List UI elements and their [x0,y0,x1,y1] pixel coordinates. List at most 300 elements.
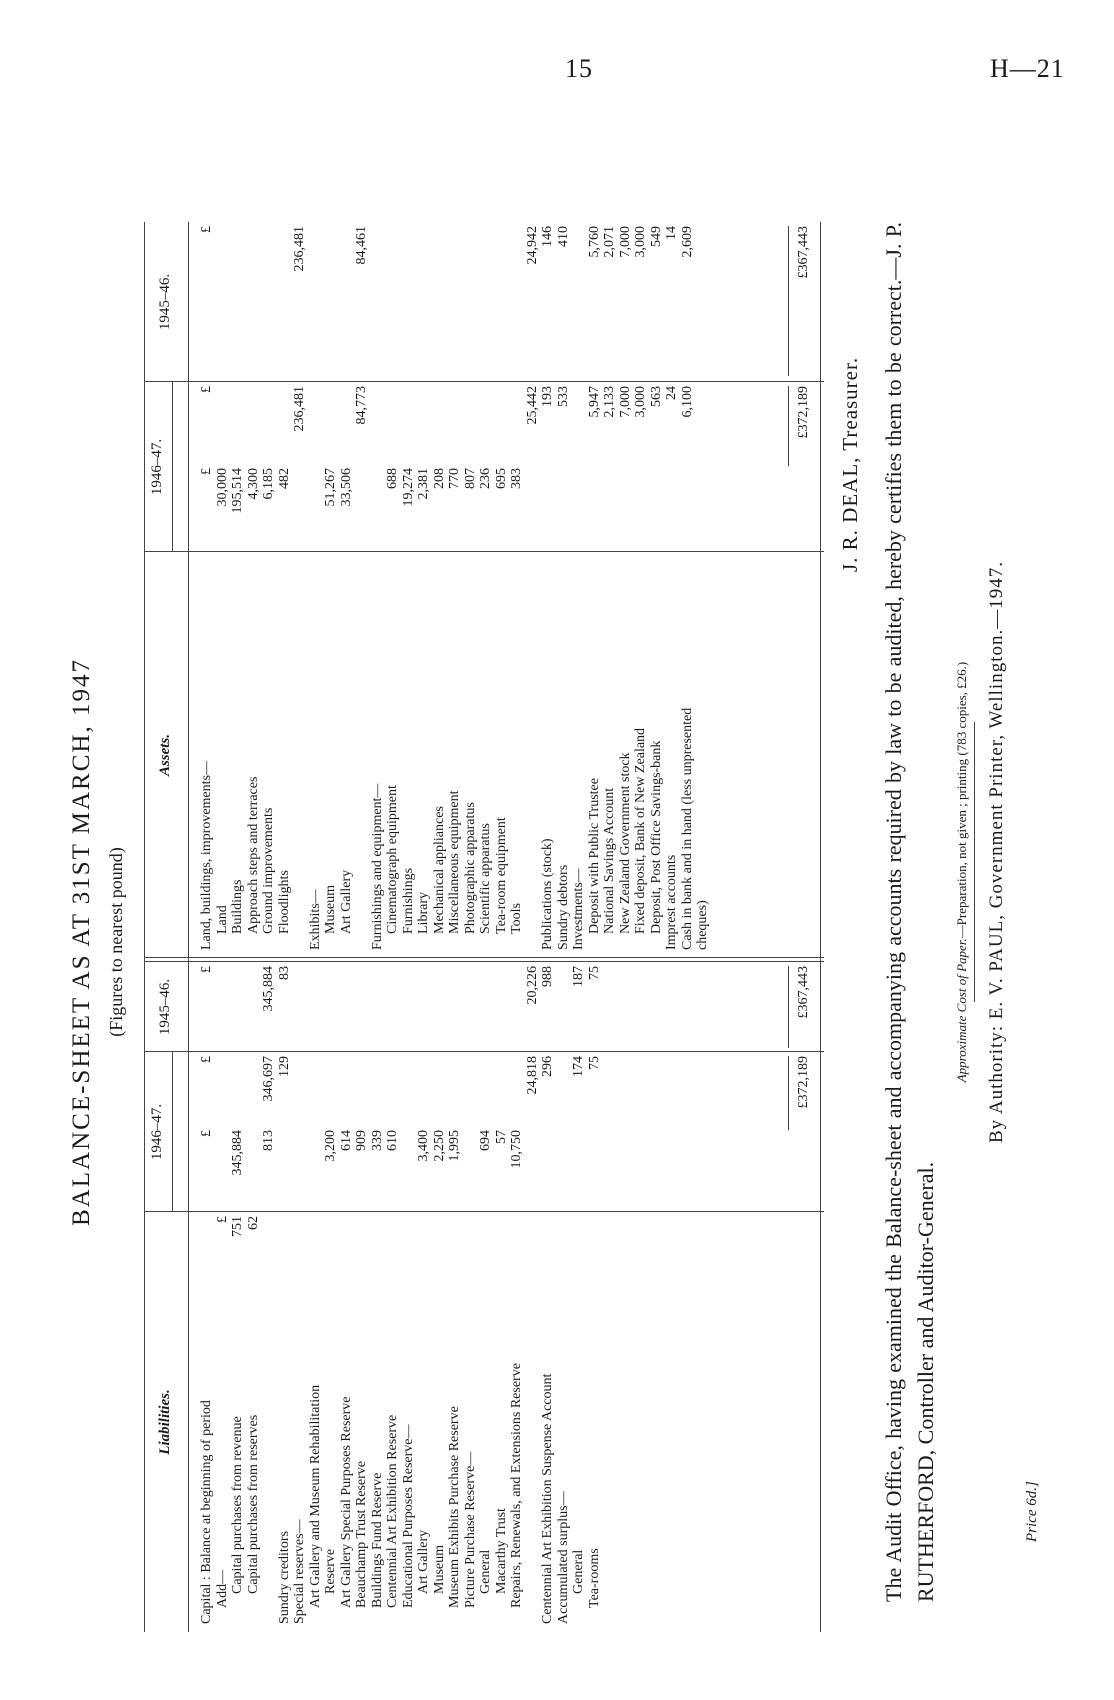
assets-1945-46-header: 1945–46. [157,273,173,331]
asset-row-value [401,386,417,466]
asset-row-value: 533 [555,386,571,407]
liability-row-value [556,1130,572,1208]
asset-row-label: Furnishings [400,867,416,934]
liability-row-value: 610 [385,1130,400,1151]
asset-row-value [494,226,510,376]
asset-row-value [463,386,479,466]
asset-row-value [587,468,603,548]
sheet-title: BALANCE-SHEET AS AT 31ST MARCH, 1947 [68,658,95,1226]
asset-row-label: Photographic apparatus [462,802,478,934]
liability-row-value [401,1216,417,1286]
liability-row-value: £ [214,1216,230,1223]
liability-row-value: 174 [571,1056,586,1077]
liability-row-value [540,1216,556,1286]
liability-row-value [525,1216,541,1286]
liability-row-value [385,1056,401,1130]
asset-row-value: 195,514 [230,468,245,514]
asset-row-value [416,226,432,376]
liability-row-label: Centennial Art Exhibition Suspense Account [540,1373,555,1624]
liability-row-label: Capital purchases from reserves [245,1414,261,1594]
liability-row-value: 10,750 [509,1130,524,1169]
liability-row-label: General [571,1549,586,1594]
asset-row-value: 688 [385,468,400,489]
asset-row-value [261,226,277,376]
asset-row-label: Approach steps and terraces [245,776,261,934]
liability-row-value: 75 [586,966,602,980]
balance-sheet-table [144,222,824,1632]
asset-row-value [540,468,556,548]
asset-row-label: Sundry debtors [555,864,571,950]
asset-row-value [370,226,386,376]
liability-row-value [571,1216,587,1286]
asset-row-value: 146 [540,226,555,247]
liability-row-value [463,1216,479,1286]
liability-row-value: £ [199,1056,214,1063]
col-divider [144,1211,824,1212]
asset-row-label: Land [214,905,230,934]
liability-row-value [308,1216,324,1286]
liability-row-label: Beauchamp Trust Reserve [354,1461,369,1608]
liability-row-value [246,966,262,1048]
liability-row-value [246,1056,262,1130]
asset-row-value: 30,000 [214,468,230,507]
liability-row-value [370,1056,386,1130]
asset-row-label: Tools [509,903,524,934]
asset-row-value: 3,000 [633,386,648,418]
liability-row-value: 83 [276,966,292,980]
liability-row-value [199,1216,215,1286]
liability-row-value: 345,884 [230,1130,245,1176]
asset-row-value [509,386,525,466]
asset-row-value [246,226,262,376]
liability-row-label: Accumulated surplus— [555,1491,571,1624]
liability-row-value [587,1130,603,1208]
asset-row-value: 2,381 [416,468,431,500]
asset-row-value [664,468,680,548]
asset-row-value: 5,760 [586,226,602,258]
liability-row-label: Macarthy Trust [493,1508,509,1594]
assets-1947-column [199,386,711,466]
liability-row-value [401,1130,417,1208]
asset-row-value: 24 [664,386,679,400]
liability-row-value [478,1056,494,1130]
liability-row-value [323,966,339,1048]
liability-row-label: Educational Purposes Reserve— [400,1424,416,1608]
liability-row-label: Museum [431,1545,447,1594]
asset-row-value: £ [199,226,214,233]
asset-row-value [695,386,711,466]
liability-row-label: Capital : Balance at beginning of period [199,1400,214,1624]
liability-row-value [339,1056,355,1130]
page-number: 15 [565,54,593,83]
asset-row-value: 4,300 [245,468,261,500]
liability-row-value: 3,400 [416,1130,431,1162]
asset-row-label: Floodlights [276,870,292,934]
asset-row-label: Miscellaneous equipment [447,790,462,934]
asset-row-value: 482 [276,468,292,489]
liability-row-value [354,1056,370,1130]
liability-row-value [215,1130,231,1208]
liability-row-value [494,1216,510,1286]
asset-row-label [354,560,370,950]
asset-row-value [432,386,448,466]
asset-row-value [401,226,417,376]
asset-row-label: Deposit, Post Office Savings-bank [648,740,664,934]
asset-row-value [370,386,386,466]
liability-row-value [292,1056,308,1130]
asset-row-value: 7,000 [617,386,633,418]
liability-row-value [556,966,572,1048]
asset-row-value [292,468,308,548]
liability-row-value [323,1216,339,1286]
asset-row-label: Fixed deposit, Bank of New Zealand [633,727,648,934]
asset-row-value [447,386,463,466]
asset-row-value [432,226,448,376]
col-divider [144,1051,824,1052]
liability-row-value: 346,697 [261,1056,276,1102]
liability-row-value [308,1130,324,1208]
liabilities-1945-46-header: 1945–46. [157,978,173,1036]
asset-row-label: Buildings [230,879,245,934]
asset-row-label: National Savings Account [602,787,617,934]
liability-row-label: Centennial Art Exhibition Reserve [385,1414,400,1608]
asset-row-value [339,226,355,376]
liability-row-value: £ [199,1130,214,1137]
approx-cost-label: Approximate Cost of Paper. [954,938,969,1083]
approximate-cost [954,322,970,1422]
liabilities-1946-column [199,966,602,1048]
liability-row-value [447,966,463,1048]
asset-row-value [416,386,432,466]
asset-row-value [354,468,370,548]
liability-row-value: 751 [230,1216,245,1237]
liability-row-value [339,1216,355,1286]
liability-row-label: Add— [214,1569,230,1608]
asset-row-label: Ground improvements [261,807,276,934]
asset-row-label: Cinematograph equipment [385,785,400,934]
liability-row-value [308,966,324,1048]
liability-row-value [339,966,355,1048]
asset-row-label: Imprest accounts [664,854,679,950]
asset-row-value [602,468,618,548]
assets-1946-47-header: 1946–47. [149,438,165,496]
liability-row-value [354,966,370,1048]
liabilities-total-1947: £372,189 [796,1056,811,1109]
asset-row-value: £ [199,468,214,475]
asset-row-value [308,226,324,376]
liability-row-value [571,1130,587,1208]
asset-row-value: 410 [555,226,571,247]
liability-row-value [432,966,448,1048]
asset-row-label: Art Gallery [338,869,354,934]
asset-row-value [571,386,587,466]
liability-row-value: £ [199,966,214,973]
liability-row-label: Repairs, Renewals, and Extensions Reserve [509,1363,524,1608]
asset-row-value: 807 [462,468,478,489]
liability-row-value [447,1216,463,1286]
liability-row-value [401,966,417,1048]
liability-row-value [385,966,401,1048]
asset-row-label: Deposit with Public Trustee [586,778,602,934]
asset-row-label: Exhibits— [307,889,323,950]
liability-row-value [370,966,386,1048]
asset-row-label: Tea-room equipment [493,817,509,934]
asset-row-value [261,386,277,466]
asset-row-value: 193 [540,386,555,407]
asset-row-value [230,226,246,376]
liability-row-value: 62 [245,1216,261,1230]
liability-row-label: Museum Exhibits Purchase Reserve [447,1406,462,1608]
asset-row-value: 6,185 [261,468,276,500]
liability-row-value [308,1056,324,1130]
asset-row-value [277,386,293,466]
liabilities-header: Liabilities. [157,1389,173,1455]
asset-row-value: 2,071 [602,226,617,258]
asset-row-value [370,468,386,548]
liabilities-1947-column [199,1056,602,1130]
asset-row-value: 24,942 [524,226,540,265]
liabilities-inner-column [199,1216,602,1286]
asset-row-value [308,386,324,466]
asset-row-label: Land, buildings, improvements— [199,761,214,950]
liability-row-value: 339 [369,1130,385,1151]
asset-row-label: Publications (stock) [540,838,555,950]
asset-row-value: 236,481 [292,386,307,432]
liability-row-value: 20,226 [524,966,540,1005]
asset-row-value [525,468,541,548]
liability-row-value [540,1130,556,1208]
liability-row-value: 988 [540,966,555,987]
liability-row-value [432,1216,448,1286]
liability-row-label [525,1284,541,1624]
asset-row-value: 2,609 [679,226,695,258]
asset-row-value [695,468,711,548]
liability-row-value: 3,200 [323,1130,338,1162]
asset-row-label [292,560,308,950]
liability-row-value: 187 [571,966,586,987]
liability-row-value [277,1216,293,1286]
asset-row-value [215,386,231,466]
asset-row-value: 383 [509,468,524,489]
asset-row-value: 236,481 [292,226,307,272]
asset-row-value: 25,442 [524,386,540,425]
liability-row-value: 296 [540,1056,555,1077]
liability-row-value [401,1056,417,1130]
liability-row-value: 129 [276,1056,292,1077]
asset-row-value [633,468,649,548]
asset-row-value [478,226,494,376]
paper-reference: H—21 [990,54,1065,83]
asset-row-value: 2,133 [602,386,617,418]
asset-row-value [649,468,665,548]
asset-row-value: 563 [648,386,664,407]
liability-row-value: 813 [261,1130,276,1151]
sheet-subtitle: (Figures to nearest pound) [106,847,126,1037]
asset-row-label [525,560,541,950]
asset-row-label: Investments— [571,868,586,950]
col-divider [144,957,824,958]
liability-row-label: Art Gallery and Museum Rehabilitation [307,1384,323,1608]
asset-row-value [571,468,587,548]
asset-row-value [308,468,324,548]
asset-row-value [618,468,634,548]
asset-row-value [215,226,231,376]
liability-row-label: Sundry creditors [276,1531,292,1624]
liability-row-value [246,1130,262,1208]
liability-row-value: 57 [493,1130,509,1144]
liability-row-value [370,1216,386,1286]
liabilities-1947-subcolumn [199,1130,602,1208]
asset-row-value: 84,773 [354,386,369,425]
asset-row-value: 14 [664,226,679,240]
asset-row-value [385,226,401,376]
liability-row-value: 2,250 [431,1130,447,1162]
assets-header: Assets. [157,733,173,777]
asset-row-value [339,386,355,466]
liability-row-label: Art Gallery [416,1529,431,1594]
asset-row-value [556,468,572,548]
asset-row-value [447,226,463,376]
liability-row-value [478,966,494,1048]
year-header-rule [172,382,173,552]
liability-row-value: 24,818 [524,1056,540,1095]
assets-total-1946: £367,443 [796,226,811,279]
liability-row-value [215,1056,231,1130]
total-rule [788,966,789,1048]
liability-row-value: 345,884 [261,966,276,1012]
asset-row-label: cheques) [695,900,710,950]
treasurer-signature: J. R. DEAL, Treasurer. [838,356,862,572]
liability-row-label [261,1284,277,1624]
col-divider [144,381,824,382]
liability-row-value [277,1130,293,1208]
liability-row-value [447,1056,463,1130]
year-header-rule [172,1052,173,1212]
table-top-rule [144,222,145,1632]
liability-row-value [292,966,308,1048]
asset-row-label: Cash in bank and in hand (less unpresented [679,707,695,950]
asset-row-label: Mechanical appliances [431,806,447,934]
liability-row-value: 75 [586,1056,602,1070]
liability-row-value [556,1056,572,1130]
liability-row-value [556,1216,572,1286]
asset-row-value [230,386,246,466]
asset-row-value [246,386,262,466]
asset-row-value: 7,000 [617,226,633,258]
col-divider [144,961,824,962]
liability-row-value [525,1130,541,1208]
liability-row-value [494,1056,510,1130]
liability-row-value [230,966,246,1048]
table-header-rule [188,222,189,1632]
asset-row-value [571,226,587,376]
liability-row-label: General [478,1549,493,1594]
asset-row-value [323,226,339,376]
asset-row-value [323,386,339,466]
liability-row-value [416,1216,432,1286]
liability-row-value [587,1216,603,1286]
asset-row-value: 33,506 [338,468,354,507]
price: Price 6d.] [1024,1481,1040,1542]
table-bottom-rule [820,222,821,1632]
asset-row-value [277,226,293,376]
asset-row-label: Furnishings and equipment— [369,783,385,950]
approx-cost-text: —Preparation, not given ; printing (783 copies, £26.) [954,661,969,939]
asset-row-value [509,226,525,376]
liability-row-label: Reserve [323,1548,338,1594]
liability-row-value [230,1056,246,1130]
liabilities-total-1946: £367,443 [796,966,811,1019]
footer-rule [974,722,975,1002]
liability-row-value [323,1056,339,1130]
liability-row-label: Picture Purchase Reserve— [462,1451,478,1608]
liability-row-value [509,966,525,1048]
total-rule [788,386,789,466]
asset-row-label: Museum [323,885,338,934]
asset-row-value [478,386,494,466]
liability-row-label: Capital purchases from revenue [230,1416,245,1594]
liability-row-value [416,1056,432,1130]
printing-authority: By Authority: E. V. PAUL, Government Printer, Wellington.—1947. [986,561,1007,1143]
assets-1947-subcolumn [199,468,711,548]
assets-total-1947: £372,189 [796,386,811,439]
liability-row-value [478,1216,494,1286]
total-rule [788,226,789,376]
asset-row-value: 549 [648,226,664,247]
liability-row-value [385,1216,401,1286]
audit-certification: The Audit Office, having examined the Balance-sheet and accompanying accounts required by law to be audited, hereby certifies them to be correct.—J. P. RUTHERFORD, Controller and Auditor-General. [881,222,938,1602]
asset-row-value: 695 [493,468,509,489]
liability-row-value: 694 [478,1130,493,1151]
asset-row-value: 770 [447,468,462,489]
liability-row-label: Buildings Fund Reserve [369,1472,385,1608]
liability-row-value [432,1056,448,1130]
liability-row-label: Tea-rooms [586,1548,602,1608]
assets-labels [199,560,711,950]
liability-row-value: 614 [338,1130,354,1151]
liability-row-value: 909 [354,1130,369,1151]
liability-row-value [261,1216,277,1286]
asset-row-value [463,226,479,376]
asset-row-value [695,226,711,376]
asset-row-label: New Zealand Government stock [617,752,633,934]
liability-row-label: Special reserves— [292,1519,307,1624]
rotated-balance-sheet [46,92,1046,1652]
liability-row-value [292,1216,308,1286]
liability-row-value [416,966,432,1048]
asset-row-value [680,468,696,548]
asset-row-label: Library [416,892,431,934]
liabilities-labels [199,1284,602,1624]
liability-row-label: Art Gallery Special Purposes Reserve [338,1396,354,1608]
asset-row-value: 3,000 [633,226,648,258]
col-divider [144,551,824,552]
asset-row-value [494,386,510,466]
asset-row-value: 6,100 [679,386,695,418]
liability-row-value [215,966,231,1048]
liability-row-value: 1,995 [447,1130,462,1162]
assets-1946-column [199,226,711,376]
liability-row-value [354,1216,370,1286]
asset-row-value: £ [199,386,214,393]
liability-row-value [463,966,479,1048]
liability-row-value [292,1130,308,1208]
asset-row-value: 51,267 [323,468,338,507]
liability-row-value [509,1056,525,1130]
liability-row-value [509,1216,525,1286]
asset-row-label: Scientific apparatus [478,823,493,934]
asset-row-value: 236 [478,468,493,489]
